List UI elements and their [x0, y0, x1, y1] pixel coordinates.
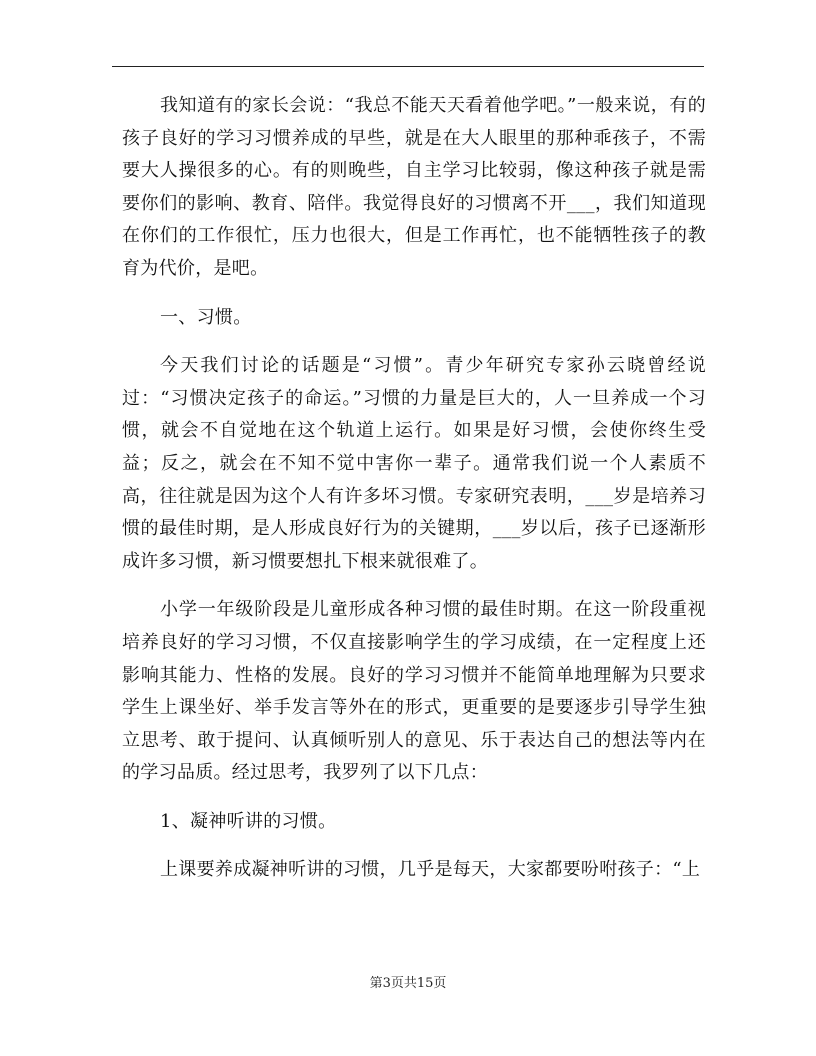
page-number-footer: 第3页共15页: [369, 976, 447, 991]
document-body: [122, 90, 706, 887]
section-heading-habit: 一、习惯。: [160, 306, 252, 328]
subheading-listening-habit: 1、凝神听讲的习惯。: [160, 810, 337, 832]
paragraph-listening-start: 上课要养成凝神听讲的习惯，几乎是每天，大家都要吩咐孩子：“上: [160, 859, 701, 881]
paragraph-first-grade: 小学一年级阶段是儿童形成各种习惯的最佳时期。在这一阶段重视培养良好的学习习惯，不仅直接影响学生的学习成绩，在一定程度上还影响其能力、性格的发展。良好的学习习惯并不能简单地理解为只要求学生上课坐好、举手发言等外在的形式，更重要的是要逐步引导学生独立思考、敢于提问、认真倾听别人的意见、乐于表达自己的想法等内在的学习品质。经过思考，我罗列了以下几点：: [122, 599, 706, 784]
paragraph-parent-quote: 我知道有的家长会说：“我总不能天天看着他学吧。”一般来说，有的孩子良好的学习习惯养成的早些，就是在大人眼里的那种乖孩子，不需要大人操很多的心。有的则晚些，自主学习比较弱，像这种孩子就是需要你们的影响、教育、陪伴。我觉得良好的习惯离不开___，我们知道现在你们的工作很忙，压力也很大，但是工作再忙，也不能牺牲孩子的教育为代价，是吧。: [122, 95, 706, 279]
paragraph-habit-topic: 今天我们讨论的话题是“习惯”。青少年研究专家孙云晓曾经说过：“习惯决定孩子的命运。”习惯的力量是巨大的，人一旦养成一个习惯，就会不自觉地在这个轨道上运行。如果是好习惯，会使你终生受益；反之，就会在不知不觉中害你一辈子。通常我们说一个人素质不高，往往就是因为这个人有许多坏习惯。专家研究表明，___岁是培养习惯的最佳时期，是人形成良好行为的关键期，___岁以后，孩子已逐渐形成许多习惯，新习惯要想扎下根来就很难了。: [122, 355, 706, 572]
header-rule: [112, 66, 704, 67]
